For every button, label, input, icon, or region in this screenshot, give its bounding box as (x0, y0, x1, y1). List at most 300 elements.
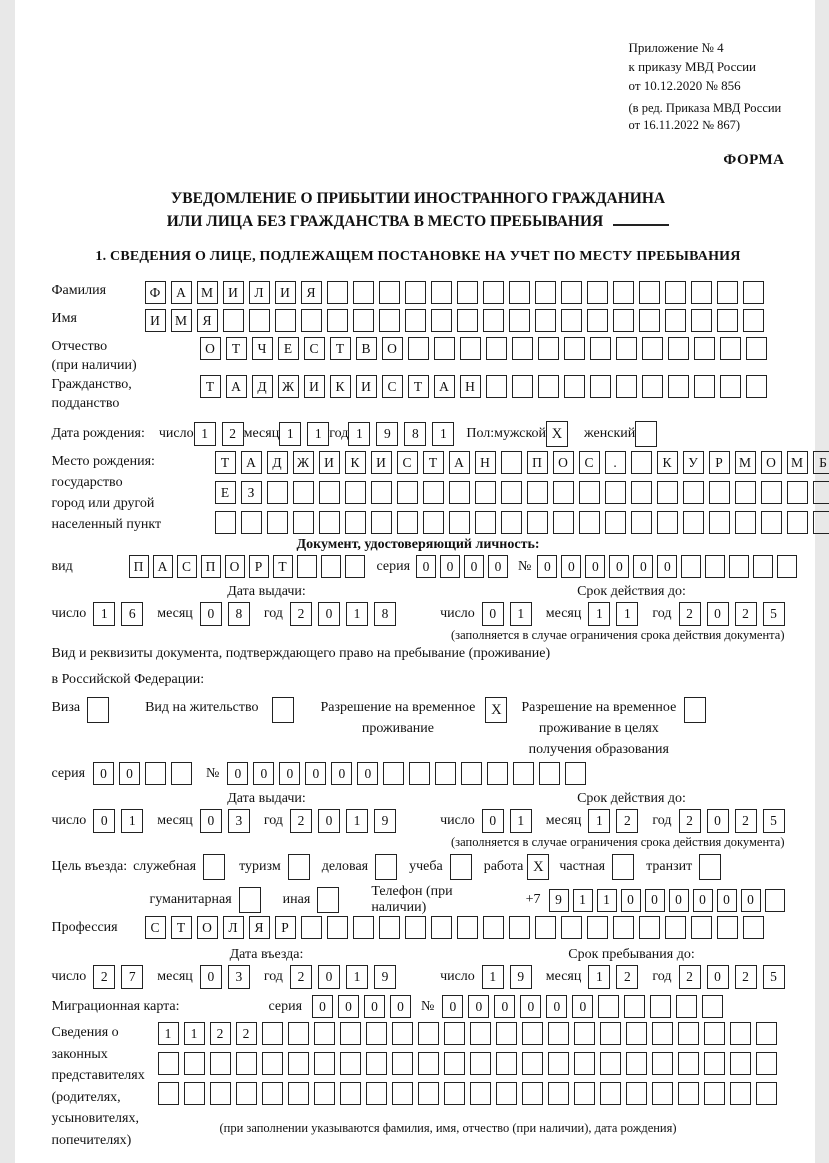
char-box[interactable]: 0 (364, 995, 385, 1018)
char-box[interactable]: 2 (290, 809, 312, 833)
temp-permit-checkbox[interactable]: X (485, 697, 507, 723)
char-box[interactable] (340, 1082, 361, 1105)
char-box[interactable] (605, 481, 626, 504)
char-box[interactable]: 1 (121, 809, 143, 833)
char-box[interactable] (408, 337, 429, 360)
char-box[interactable] (449, 481, 470, 504)
char-box[interactable]: 0 (200, 809, 222, 833)
char-box[interactable]: 0 (442, 995, 463, 1018)
char-box[interactable]: С (382, 375, 403, 398)
char-box[interactable] (631, 511, 652, 534)
char-box[interactable] (314, 1052, 335, 1075)
char-box[interactable]: Б (813, 451, 829, 474)
char-box[interactable] (717, 309, 738, 332)
char-box[interactable]: 2 (679, 602, 701, 626)
char-box[interactable] (539, 762, 560, 785)
char-box[interactable] (288, 1022, 309, 1045)
char-box[interactable] (564, 375, 585, 398)
char-box[interactable] (548, 1082, 569, 1105)
char-box[interactable] (668, 375, 689, 398)
char-box[interactable] (184, 1082, 205, 1105)
char-box[interactable] (512, 375, 533, 398)
char-box[interactable] (538, 337, 559, 360)
char-box[interactable] (605, 511, 626, 534)
char-box[interactable]: В (356, 337, 377, 360)
char-box[interactable]: 1 (573, 889, 593, 912)
char-box[interactable] (366, 1052, 387, 1075)
char-box[interactable]: О (382, 337, 403, 360)
char-box[interactable]: 0 (494, 995, 515, 1018)
char-box[interactable] (475, 481, 496, 504)
char-box[interactable]: Т (226, 337, 247, 360)
char-box[interactable]: 0 (390, 995, 411, 1018)
char-box[interactable]: 9 (374, 809, 396, 833)
char-box[interactable] (262, 1022, 283, 1045)
char-box[interactable] (574, 1052, 595, 1075)
char-box[interactable] (418, 1052, 439, 1075)
char-box[interactable]: П (201, 555, 221, 578)
edu-permit-checkbox[interactable] (684, 697, 706, 723)
char-box[interactable]: 1 (510, 602, 532, 626)
char-box[interactable]: 0 (488, 555, 508, 578)
char-box[interactable] (267, 511, 288, 534)
char-box[interactable]: 0 (537, 555, 557, 578)
char-box[interactable] (423, 511, 444, 534)
char-box[interactable]: 1 (279, 422, 301, 446)
char-box[interactable]: 0 (482, 602, 504, 626)
char-box[interactable] (548, 1022, 569, 1045)
char-box[interactable]: 1 (597, 889, 617, 912)
char-box[interactable] (642, 337, 663, 360)
male-checkbox[interactable]: X (546, 421, 568, 447)
char-box[interactable] (587, 309, 608, 332)
char-box[interactable]: 9 (376, 422, 398, 446)
char-box[interactable]: Е (278, 337, 299, 360)
char-box[interactable] (496, 1022, 517, 1045)
char-box[interactable] (652, 1022, 673, 1045)
char-box[interactable] (624, 995, 645, 1018)
char-box[interactable] (730, 1082, 751, 1105)
char-box[interactable] (366, 1082, 387, 1105)
char-box[interactable]: А (449, 451, 470, 474)
char-box[interactable]: 0 (585, 555, 605, 578)
char-box[interactable] (249, 309, 270, 332)
char-box[interactable]: Р (709, 451, 730, 474)
char-box[interactable]: 2 (616, 965, 638, 989)
char-box[interactable]: . (605, 451, 626, 474)
char-box[interactable] (761, 511, 782, 534)
char-box[interactable] (483, 916, 504, 939)
char-box[interactable] (288, 1052, 309, 1075)
char-box[interactable]: 3 (228, 965, 250, 989)
char-box[interactable] (470, 1052, 491, 1075)
char-box[interactable] (616, 337, 637, 360)
char-box[interactable]: У (683, 451, 704, 474)
char-box[interactable] (262, 1052, 283, 1075)
char-box[interactable]: И (304, 375, 325, 398)
char-box[interactable] (616, 375, 637, 398)
char-box[interactable] (720, 337, 741, 360)
char-box[interactable] (345, 511, 366, 534)
char-box[interactable]: Ж (278, 375, 299, 398)
char-box[interactable] (598, 995, 619, 1018)
char-box[interactable]: 1 (346, 809, 368, 833)
char-box[interactable] (460, 337, 481, 360)
char-box[interactable] (379, 916, 400, 939)
char-box[interactable] (321, 555, 341, 578)
char-box[interactable] (470, 1082, 491, 1105)
char-box[interactable] (431, 916, 452, 939)
char-box[interactable]: С (397, 451, 418, 474)
char-box[interactable] (483, 281, 504, 304)
char-box[interactable]: 0 (318, 602, 340, 626)
char-box[interactable] (813, 481, 829, 504)
char-box[interactable] (694, 337, 715, 360)
char-box[interactable]: 6 (121, 602, 143, 626)
char-box[interactable] (639, 281, 660, 304)
char-box[interactable] (548, 1052, 569, 1075)
char-box[interactable]: Е (215, 481, 236, 504)
char-box[interactable] (501, 451, 522, 474)
char-box[interactable]: С (579, 451, 600, 474)
purpose-official-checkbox[interactable] (203, 854, 225, 880)
char-box[interactable] (371, 481, 392, 504)
char-box[interactable]: Т (330, 337, 351, 360)
char-box[interactable]: 2 (236, 1022, 257, 1045)
char-box[interactable]: 1 (432, 422, 454, 446)
char-box[interactable]: Л (223, 916, 244, 939)
char-box[interactable] (574, 1082, 595, 1105)
char-box[interactable] (639, 309, 660, 332)
char-box[interactable] (756, 1022, 777, 1045)
char-box[interactable]: 2 (679, 809, 701, 833)
char-box[interactable]: 2 (735, 809, 757, 833)
char-box[interactable]: Я (249, 916, 270, 939)
char-box[interactable]: 0 (318, 965, 340, 989)
char-box[interactable]: 0 (279, 762, 300, 785)
char-box[interactable] (579, 481, 600, 504)
char-box[interactable] (509, 916, 530, 939)
purpose-private-checkbox[interactable] (612, 854, 634, 880)
char-box[interactable] (691, 281, 712, 304)
char-box[interactable] (613, 281, 634, 304)
char-box[interactable] (457, 916, 478, 939)
char-box[interactable]: М (735, 451, 756, 474)
char-box[interactable]: И (223, 281, 244, 304)
char-box[interactable]: 5 (763, 809, 785, 833)
char-box[interactable] (642, 375, 663, 398)
char-box[interactable]: 0 (645, 889, 665, 912)
char-box[interactable] (210, 1052, 231, 1075)
char-box[interactable]: Т (215, 451, 236, 474)
purpose-study-checkbox[interactable] (450, 854, 472, 880)
char-box[interactable] (743, 281, 764, 304)
char-box[interactable]: 1 (346, 602, 368, 626)
char-box[interactable] (753, 555, 773, 578)
char-box[interactable]: 9 (549, 889, 569, 912)
char-box[interactable] (423, 481, 444, 504)
char-box[interactable]: 2 (93, 965, 115, 989)
char-box[interactable]: П (527, 451, 548, 474)
char-box[interactable] (509, 281, 530, 304)
char-box[interactable]: М (197, 281, 218, 304)
char-box[interactable]: К (330, 375, 351, 398)
char-box[interactable]: 1 (588, 965, 610, 989)
char-box[interactable] (705, 555, 725, 578)
purpose-business-checkbox[interactable] (375, 854, 397, 880)
char-box[interactable]: 1 (510, 809, 532, 833)
char-box[interactable] (587, 916, 608, 939)
char-box[interactable] (600, 1022, 621, 1045)
char-box[interactable] (683, 511, 704, 534)
char-box[interactable]: А (153, 555, 173, 578)
char-box[interactable] (327, 309, 348, 332)
char-box[interactable]: А (226, 375, 247, 398)
purpose-tourism-checkbox[interactable] (288, 854, 310, 880)
char-box[interactable]: 8 (228, 602, 250, 626)
char-box[interactable]: К (657, 451, 678, 474)
char-box[interactable] (691, 916, 712, 939)
char-box[interactable]: 1 (348, 422, 370, 446)
char-box[interactable] (665, 916, 686, 939)
char-box[interactable] (171, 762, 192, 785)
char-box[interactable] (553, 511, 574, 534)
char-box[interactable] (405, 309, 426, 332)
purpose-humanitarian-checkbox[interactable] (239, 887, 261, 913)
char-box[interactable]: И (275, 281, 296, 304)
char-box[interactable]: 0 (93, 809, 115, 833)
char-box[interactable] (704, 1082, 725, 1105)
char-box[interactable] (340, 1022, 361, 1045)
char-box[interactable] (392, 1082, 413, 1105)
char-box[interactable] (756, 1052, 777, 1075)
char-box[interactable]: 2 (290, 602, 312, 626)
char-box[interactable]: 9 (374, 965, 396, 989)
char-box[interactable]: 1 (158, 1022, 179, 1045)
char-box[interactable]: Н (460, 375, 481, 398)
char-box[interactable] (431, 281, 452, 304)
char-box[interactable] (730, 1052, 751, 1075)
char-box[interactable] (756, 1082, 777, 1105)
char-box[interactable] (579, 511, 600, 534)
char-box[interactable] (553, 481, 574, 504)
char-box[interactable] (787, 511, 808, 534)
char-box[interactable] (223, 309, 244, 332)
char-box[interactable]: Т (273, 555, 293, 578)
char-box[interactable]: 1 (616, 602, 638, 626)
char-box[interactable]: 8 (374, 602, 396, 626)
char-box[interactable]: 0 (338, 995, 359, 1018)
char-box[interactable] (564, 337, 585, 360)
char-box[interactable] (145, 762, 166, 785)
char-box[interactable] (496, 1052, 517, 1075)
char-box[interactable]: 1 (93, 602, 115, 626)
female-checkbox[interactable] (635, 421, 657, 447)
char-box[interactable]: О (200, 337, 221, 360)
char-box[interactable]: 0 (305, 762, 326, 785)
char-box[interactable]: 0 (707, 965, 729, 989)
char-box[interactable] (590, 337, 611, 360)
char-box[interactable] (665, 309, 686, 332)
char-box[interactable]: Д (267, 451, 288, 474)
char-box[interactable] (297, 555, 317, 578)
char-box[interactable] (735, 511, 756, 534)
char-box[interactable]: 0 (468, 995, 489, 1018)
char-box[interactable] (746, 337, 767, 360)
char-box[interactable]: 0 (440, 555, 460, 578)
char-box[interactable]: 9 (510, 965, 532, 989)
char-box[interactable] (405, 281, 426, 304)
char-box[interactable] (293, 481, 314, 504)
char-box[interactable]: 0 (717, 889, 737, 912)
char-box[interactable] (631, 481, 652, 504)
char-box[interactable] (513, 762, 534, 785)
char-box[interactable] (678, 1082, 699, 1105)
char-box[interactable] (694, 375, 715, 398)
char-box[interactable]: 2 (210, 1022, 231, 1045)
char-box[interactable] (535, 281, 556, 304)
char-box[interactable] (657, 481, 678, 504)
char-box[interactable]: С (145, 916, 166, 939)
char-box[interactable] (461, 762, 482, 785)
char-box[interactable] (761, 481, 782, 504)
char-box[interactable] (561, 916, 582, 939)
char-box[interactable] (301, 916, 322, 939)
char-box[interactable] (735, 481, 756, 504)
char-box[interactable] (626, 1052, 647, 1075)
char-box[interactable] (457, 281, 478, 304)
char-box[interactable] (327, 916, 348, 939)
char-box[interactable] (538, 375, 559, 398)
char-box[interactable] (353, 309, 374, 332)
char-box[interactable]: 0 (561, 555, 581, 578)
char-box[interactable] (522, 1022, 543, 1045)
char-box[interactable]: 5 (763, 602, 785, 626)
char-box[interactable] (691, 309, 712, 332)
char-box[interactable]: 0 (741, 889, 761, 912)
char-box[interactable]: С (304, 337, 325, 360)
char-box[interactable]: И (319, 451, 340, 474)
visa-checkbox[interactable] (87, 697, 109, 723)
char-box[interactable] (678, 1052, 699, 1075)
char-box[interactable] (486, 337, 507, 360)
char-box[interactable] (397, 481, 418, 504)
char-box[interactable] (392, 1022, 413, 1045)
char-box[interactable] (405, 916, 426, 939)
char-box[interactable] (565, 762, 586, 785)
char-box[interactable] (486, 375, 507, 398)
char-box[interactable] (383, 762, 404, 785)
char-box[interactable]: А (171, 281, 192, 304)
char-box[interactable]: С (177, 555, 197, 578)
char-box[interactable] (720, 375, 741, 398)
char-box[interactable] (215, 511, 236, 534)
char-box[interactable] (379, 281, 400, 304)
char-box[interactable] (483, 309, 504, 332)
char-box[interactable] (236, 1052, 257, 1075)
char-box[interactable] (600, 1052, 621, 1075)
char-box[interactable]: 0 (318, 809, 340, 833)
char-box[interactable] (535, 916, 556, 939)
char-box[interactable]: 0 (464, 555, 484, 578)
char-box[interactable] (262, 1082, 283, 1105)
char-box[interactable] (509, 309, 530, 332)
char-box[interactable] (501, 481, 522, 504)
char-box[interactable] (535, 309, 556, 332)
char-box[interactable] (704, 1052, 725, 1075)
char-box[interactable]: 0 (693, 889, 713, 912)
char-box[interactable]: Т (171, 916, 192, 939)
char-box[interactable]: 3 (228, 809, 250, 833)
char-box[interactable] (340, 1052, 361, 1075)
char-box[interactable]: Р (249, 555, 269, 578)
char-box[interactable]: Ч (252, 337, 273, 360)
char-box[interactable] (288, 1082, 309, 1105)
char-box[interactable]: 0 (609, 555, 629, 578)
char-box[interactable] (652, 1052, 673, 1075)
char-box[interactable] (743, 916, 764, 939)
char-box[interactable]: 2 (735, 965, 757, 989)
char-box[interactable] (813, 511, 829, 534)
char-box[interactable] (709, 481, 730, 504)
char-box[interactable]: 0 (572, 995, 593, 1018)
char-box[interactable] (366, 1022, 387, 1045)
char-box[interactable] (371, 511, 392, 534)
char-box[interactable] (626, 1022, 647, 1045)
char-box[interactable] (392, 1052, 413, 1075)
char-box[interactable] (746, 375, 767, 398)
char-box[interactable]: Л (249, 281, 270, 304)
char-box[interactable]: 1 (588, 809, 610, 833)
char-box[interactable]: 0 (546, 995, 567, 1018)
char-box[interactable]: 1 (346, 965, 368, 989)
char-box[interactable] (431, 309, 452, 332)
char-box[interactable]: Р (275, 916, 296, 939)
residence-permit-checkbox[interactable] (272, 697, 294, 723)
char-box[interactable] (668, 337, 689, 360)
char-box[interactable] (319, 511, 340, 534)
char-box[interactable] (267, 481, 288, 504)
char-box[interactable] (657, 511, 678, 534)
char-box[interactable] (683, 481, 704, 504)
char-box[interactable] (293, 511, 314, 534)
char-box[interactable] (613, 916, 634, 939)
char-box[interactable]: И (145, 309, 166, 332)
char-box[interactable]: М (787, 451, 808, 474)
char-box[interactable]: 2 (616, 809, 638, 833)
char-box[interactable]: 0 (200, 965, 222, 989)
char-box[interactable]: 5 (763, 965, 785, 989)
char-box[interactable] (709, 511, 730, 534)
char-box[interactable]: 1 (482, 965, 504, 989)
char-box[interactable] (639, 916, 660, 939)
char-box[interactable] (301, 309, 322, 332)
char-box[interactable]: О (553, 451, 574, 474)
char-box[interactable]: И (356, 375, 377, 398)
char-box[interactable] (777, 555, 797, 578)
char-box[interactable]: 0 (331, 762, 352, 785)
char-box[interactable] (444, 1022, 465, 1045)
char-box[interactable] (717, 281, 738, 304)
char-box[interactable] (319, 481, 340, 504)
char-box[interactable] (501, 511, 522, 534)
char-box[interactable]: 0 (119, 762, 140, 785)
char-box[interactable]: О (761, 451, 782, 474)
char-box[interactable] (652, 1082, 673, 1105)
char-box[interactable]: 0 (253, 762, 274, 785)
char-box[interactable] (353, 916, 374, 939)
char-box[interactable]: 0 (227, 762, 248, 785)
